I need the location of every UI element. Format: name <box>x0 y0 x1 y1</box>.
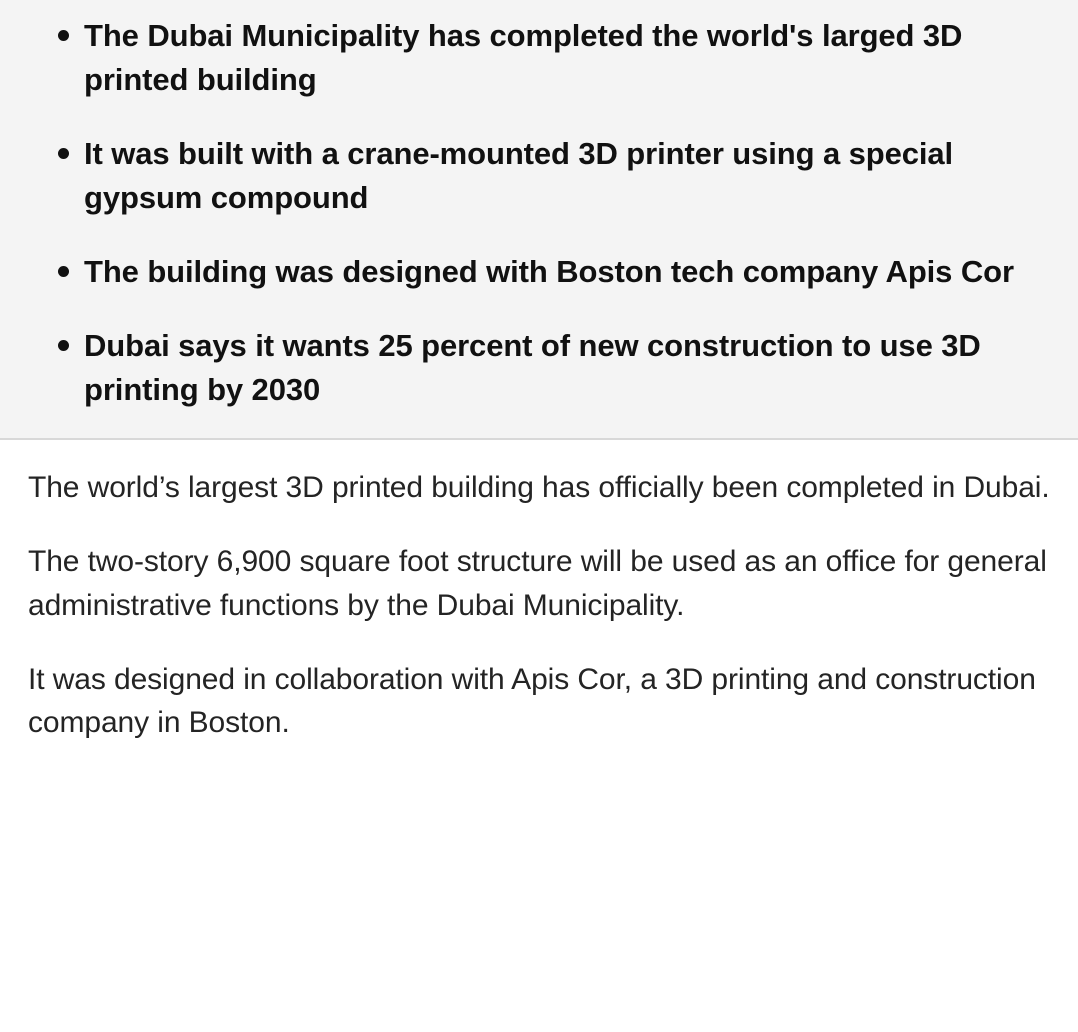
bullet-icon <box>58 266 69 277</box>
key-point-item <box>22 250 1056 294</box>
key-point-text: It was built with a crane-mounted 3D printer using a special gypsum compound <box>84 136 954 216</box>
body-paragraph: The world’s largest 3D printed building has officially been completed in Dubai. <box>28 471 1050 505</box>
key-points-list <box>22 14 1056 412</box>
key-points-summary-box <box>0 0 1078 440</box>
article-body <box>0 440 1078 745</box>
bullet-icon <box>58 148 69 159</box>
key-point-item <box>22 132 1056 220</box>
key-point-text: The Dubai Municipality has completed the world's larged 3D printed building <box>84 18 963 98</box>
key-point-text: Dubai says it wants 25 percent of new construction to use 3D printing by 2030 <box>84 328 981 408</box>
key-point-text: The building was designed with Boston tech company Apis Cor <box>84 254 1014 290</box>
body-paragraph: The two-story 6,900 square foot structure will be used as an office for general administrative functions by the Dubai Municipality. <box>28 544 1047 622</box>
bullet-icon <box>58 340 69 351</box>
bullet-icon <box>58 30 69 41</box>
body-paragraph: It was designed in collaboration with Apis Cor, a 3D printing and construction company in Boston. <box>28 662 1036 740</box>
key-point-item <box>22 324 1056 412</box>
key-point-item <box>22 14 1056 102</box>
